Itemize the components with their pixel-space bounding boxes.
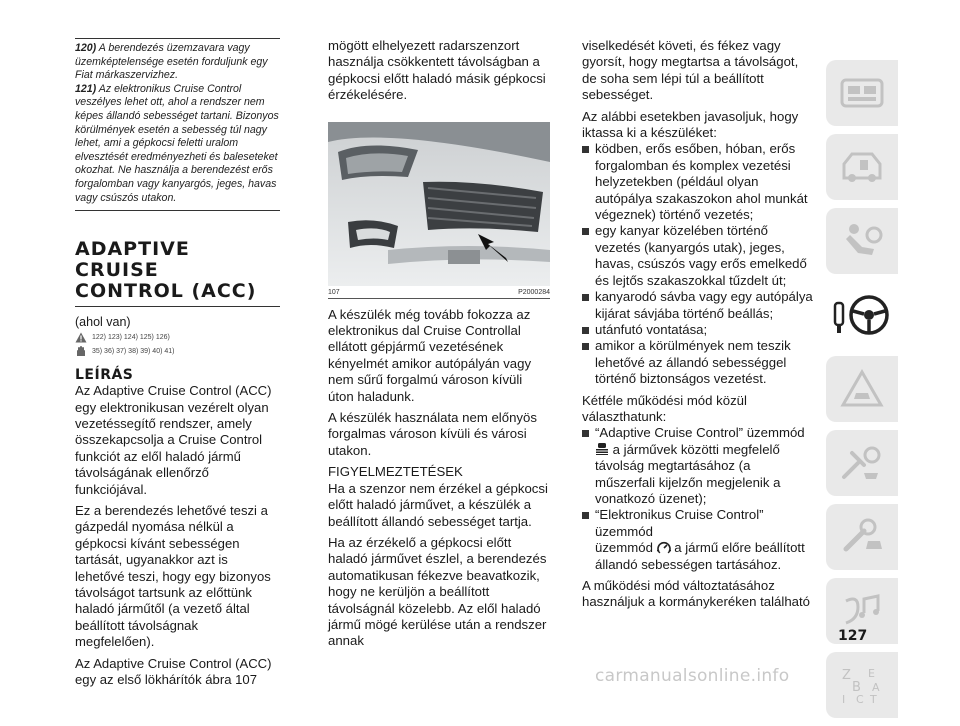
mode-item: “Adaptive Cruise Control” üzemmód a járművek közötti megfelelő távolság megtartásához (a műszerfali kijelzőn megjelenik a vonatkozó üzenet); — [582, 425, 814, 507]
tab-warning-lights[interactable] — [826, 356, 898, 422]
tab-safety[interactable] — [826, 208, 898, 274]
tab-emergency[interactable] — [826, 430, 898, 496]
car-front-illustration — [328, 122, 550, 286]
svg-text:B: B — [852, 680, 861, 695]
car-seat-icon — [838, 148, 886, 186]
description-heading: LEÍRÁS — [75, 367, 134, 384]
adaptive-cruise-icon — [595, 443, 609, 455]
warning-box — [75, 38, 280, 211]
paragraph: Ha a szenzor nem érzékel a gépkocsi előtt haladó járművet, a készülék a beállított állandó sebességet tartja. — [328, 480, 548, 529]
hand-caution-icon — [75, 346, 87, 357]
bullet-square-icon — [582, 512, 589, 519]
bullet-square-icon — [582, 228, 589, 235]
warning-121: 121) Az elektronikus Cruise Control veszélyes lehet ott, ahol a rendszer nem képes állandó sebességet tartani. Bizonyos körülmények esetén a sebesség túl nagy lehet, ami a gépkocsi feletti uralom elvesztését eredményezheti és baleseteket okozhat. Ne használja a berendezést erős forgalomban vagy kanyargós, jeges, havas vagy csúszós utakon. — [75, 82, 279, 204]
paragraph: Kétféle működési mód közül választhatunk: — [582, 392, 747, 424]
section-title: ADAPTIVE CRUISE CONTROL (ACC) — [75, 239, 280, 307]
paragraph: viselkedését követi, és fékez vagy gyorsít, hogy megtartsa a távolságot, de soha sem lépi túl a beállított sebességet. — [582, 38, 799, 103]
paragraph: A készülék még tovább fokozza az elektronikus dal Cruise Controllal ellátott gépjármű vezetésének kényelmét amikor autópályán vagy nem sűrű forgalmú városon kívüli úton haladunk. — [328, 306, 532, 404]
tab-maintenance[interactable] — [826, 504, 898, 570]
multimedia-icon — [838, 591, 886, 631]
paragraph: Ez a berendezés lehetővé teszi a gázpedál nyomása nélkül a gépkocsi kívánt sebességen tartását, ugyanakkor azt is lehetővé teszi, hogy egy bizonyos távolságot tartsunk az előttünk haladó járműtől (a vezető által beállított távolságnak megfelelően). — [75, 502, 271, 650]
column-2 — [328, 38, 550, 655]
column-3 — [582, 38, 814, 616]
emergency-tools-icon — [838, 443, 886, 483]
chapter-tabs — [826, 60, 898, 726]
bullet-square-icon — [582, 430, 589, 437]
list-item: ködben, erős esőben, hóban, erős forgalomban és komplex vezetési helyzetekben (például olyan autópálya szakaszokon ahol munkát végeznek) történő vezetés; — [582, 141, 814, 223]
bullet-square-icon — [582, 343, 589, 350]
svg-text:A: A — [872, 681, 880, 694]
warning-120: 120) A berendezés üzemzavara vagy üzemképtelensége esetén forduljunk egy Fiat márkaszervizhez. — [75, 42, 268, 82]
list-item: utánfutó vontatása; — [582, 322, 814, 338]
mode-item: “Elektronikus Cruise Control” üzemmód üzemmód a jármű előre beállított állandó sebességen tartásához. — [582, 507, 814, 573]
warning-refs: 122) 123) 124) 125) 126) — [75, 332, 280, 343]
tab-starting-driving[interactable] — [826, 282, 898, 348]
tab-index[interactable] — [826, 652, 898, 718]
dashboard-icon — [839, 76, 885, 110]
paragraph: mögött elhelyezett radarszenzort használja csökkentett távolságban a gépkocsi előtt haladó másik gépkocsi érzékelésére. — [328, 38, 546, 103]
paragraph: Az Adaptive Cruise Control (ACC) egy az első lökhárítók ábra 107 — [75, 655, 272, 688]
paragraph: Ha az érzékelő a gépkocsi előtt haladó járművet észlel, a berendezés automatikusan fékezve beavatkozik, hogy ne kerüljön a beállított távolságnál közelebb. Az elől haladó jármű mögé kerülése után a rendszer annak — [328, 534, 547, 649]
cruise-control-icon — [657, 541, 671, 554]
svg-text:I: I — [842, 693, 846, 706]
paragraph: Az alábbi esetekben javasoljuk, hogy iktassa ki a készüléket: — [582, 108, 799, 141]
wrench-car-icon — [838, 517, 886, 557]
alphabet-index-icon — [838, 663, 886, 707]
svg-text:C: C — [856, 693, 864, 706]
page-number: 127 — [838, 628, 868, 644]
airbag-seat-icon — [840, 221, 884, 261]
list-item: amikor a körülmények nem teszik lehetővé az állandó sebességgel történő biztonságos vezetést. — [582, 338, 814, 387]
list-item: egy kanyar közelében történő vezetés (kanyargós utak), jeges, havas, csúszós vagy erős emelkedő és lejtős szakaszokkal tűzdelt út; — [582, 223, 814, 289]
list-item: kanyarodó sávba vagy egy autópálya kijárat sávjába történő beállás; — [582, 289, 814, 322]
paragraph: A készülék használata nem előnyös forgalmas városon kívüli és városi utakon. — [328, 410, 537, 458]
tab-car-knowledge[interactable] — [826, 134, 898, 200]
warning-car-icon — [840, 369, 884, 409]
availability-note: (ahol van) — [75, 315, 131, 330]
svg-text:T: T — [870, 693, 877, 706]
svg-text:Z: Z — [842, 668, 851, 683]
car-bumper-figure — [328, 122, 550, 286]
paragraph: A működési mód változtatásához használjuk a kormánykeréken található — [582, 578, 810, 610]
warnings-heading: FIGYELMEZTETÉSEK — [328, 464, 463, 480]
bullet-square-icon — [582, 294, 589, 301]
info-refs: 35) 36) 37) 38) 39) 40) 41) — [75, 346, 280, 357]
figure-caption: 107 P2000284 — [328, 286, 550, 299]
bullet-square-icon — [582, 327, 589, 334]
svg-text:E: E — [868, 667, 875, 680]
warning-triangle-icon — [75, 332, 87, 343]
column-1 — [75, 38, 280, 693]
paragraph: Az Adaptive Cruise Control (ACC) egy elektronikusan vezérelt olyan vezetéssegítő rendszer, amely összekapcsolja a Cruise Control funkciót az elől haladó jármű távolságának ellenőrző funkciójával. — [75, 383, 272, 497]
watermark: carmanualsonline.info — [595, 666, 790, 686]
steering-wheel-key-icon — [833, 293, 891, 337]
bullet-square-icon — [582, 146, 589, 153]
tab-dashboard[interactable] — [826, 60, 898, 126]
